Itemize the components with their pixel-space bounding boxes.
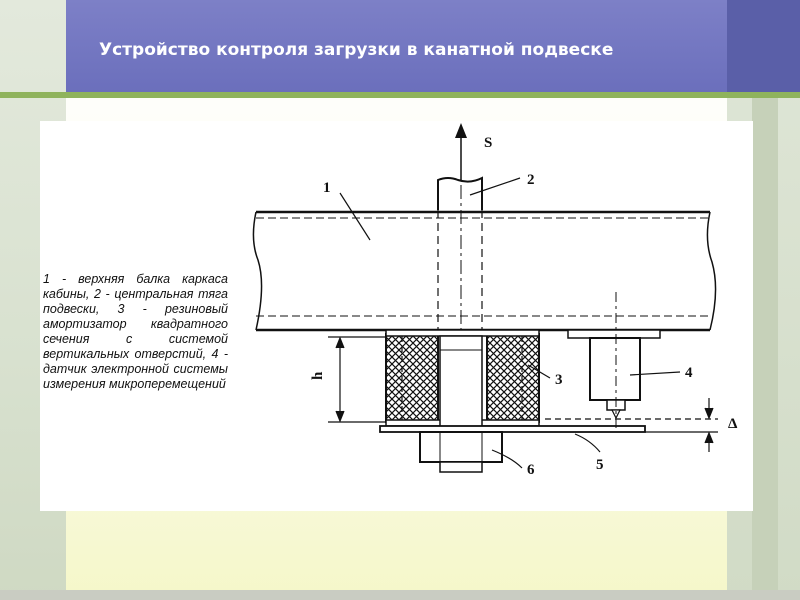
- force-arrow-head: [455, 123, 467, 138]
- part-3-label: 3: [555, 372, 563, 388]
- leader-5: [575, 434, 600, 452]
- part-1-label: 1: [323, 180, 331, 196]
- displacement-sensor: [568, 292, 660, 430]
- part-5-label: 5: [596, 457, 604, 473]
- height-dimension: [328, 337, 385, 422]
- figure-caption: 1 - верхняя балка каркаса кабины, 2 - центральная тяга подвески, 3 - резиновый амортизатор квадратного сечения с системой вертикальных отверстий, 4 - датчик электронной системы измерения микроперемещений: [43, 272, 228, 391]
- height-label: h: [310, 371, 326, 380]
- gap-dimension: [545, 398, 718, 452]
- slide-title: Устройство контроля загрузки в канатной подвеске: [99, 40, 614, 60]
- gap-label: Δ: [728, 416, 738, 432]
- part-6-label: 6: [527, 462, 535, 478]
- leader-1: [340, 193, 370, 240]
- force-label: S: [484, 135, 493, 151]
- part-2-label: 2: [527, 172, 535, 188]
- nut: [420, 432, 502, 472]
- rod-top: [438, 178, 482, 210]
- upper-beam: [253, 212, 715, 330]
- part-4-label: 4: [685, 365, 693, 381]
